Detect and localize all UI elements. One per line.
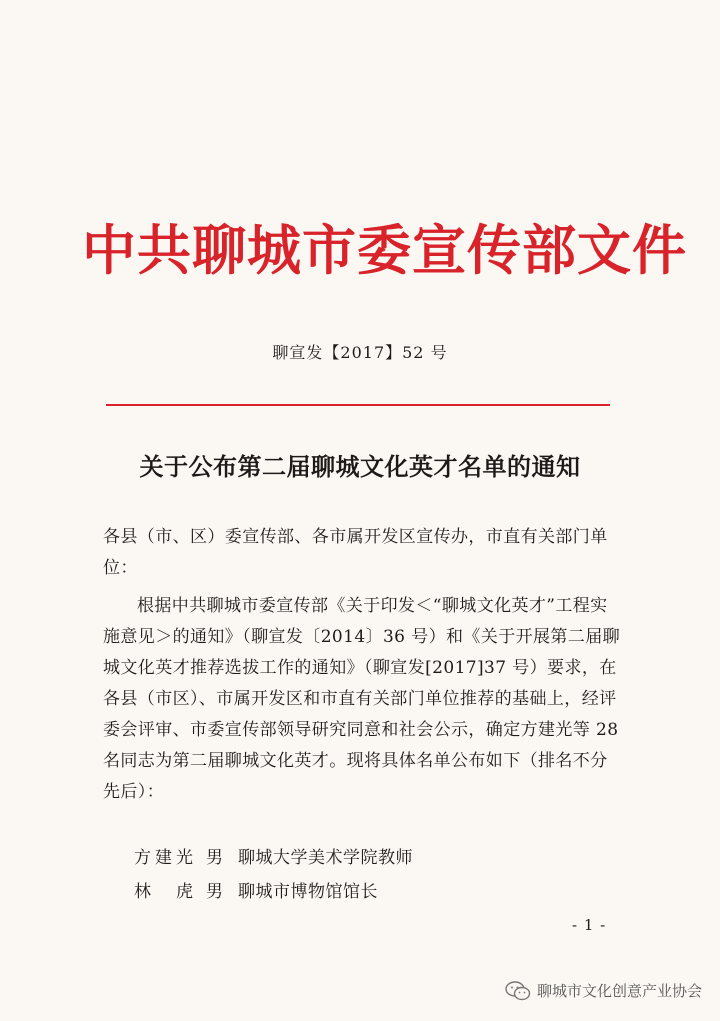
watermark — [505, 980, 702, 1001]
person-title: 聊城市博物馆馆长 — [238, 882, 378, 902]
red-divider-line — [106, 404, 610, 406]
person-name: 方建光 — [134, 848, 197, 868]
salutation-text: 各县（市、区）委宣传部、各市属开发区宣传办，市直有关部门单位： — [103, 527, 608, 578]
body-paragraph: 根据中共聊城市委宣传部《关于印发＜“聊城文化英才”工程实施意见＞的通知》（聊宣发〔2014〕36 号）和《关于开展第二届聊城文化英才推荐选拔工作的通知》（聊宣发[2017]37 号）要求，在各县（市区）、市属开发区和市直有关部门单位推荐的基础上，经评委会评审、市委宣传部领导研究同意和社会公示，确定方建光等 28 名同志为第二届聊城文化英才。现将具体名单公布如下（排名不分先后）： — [103, 596, 620, 802]
person-name: 林 虎 — [134, 882, 197, 902]
wechat-icon — [505, 981, 531, 1001]
document-header-title: 中共聊城市委宣传部文件 — [82, 219, 687, 282]
notice-title: 关于公布第二届聊城文化英才名单的通知 — [139, 452, 581, 481]
page-number: - 1 - — [572, 916, 607, 934]
person-gender: 男 — [206, 848, 223, 868]
document-number: 聊宣发【2017】52 号 — [272, 343, 448, 362]
watermark-text: 聊城市文化创意产业协会 — [536, 982, 702, 1000]
person-title: 聊城大学美术学院教师 — [238, 848, 413, 868]
person-gender: 男 — [206, 882, 223, 902]
